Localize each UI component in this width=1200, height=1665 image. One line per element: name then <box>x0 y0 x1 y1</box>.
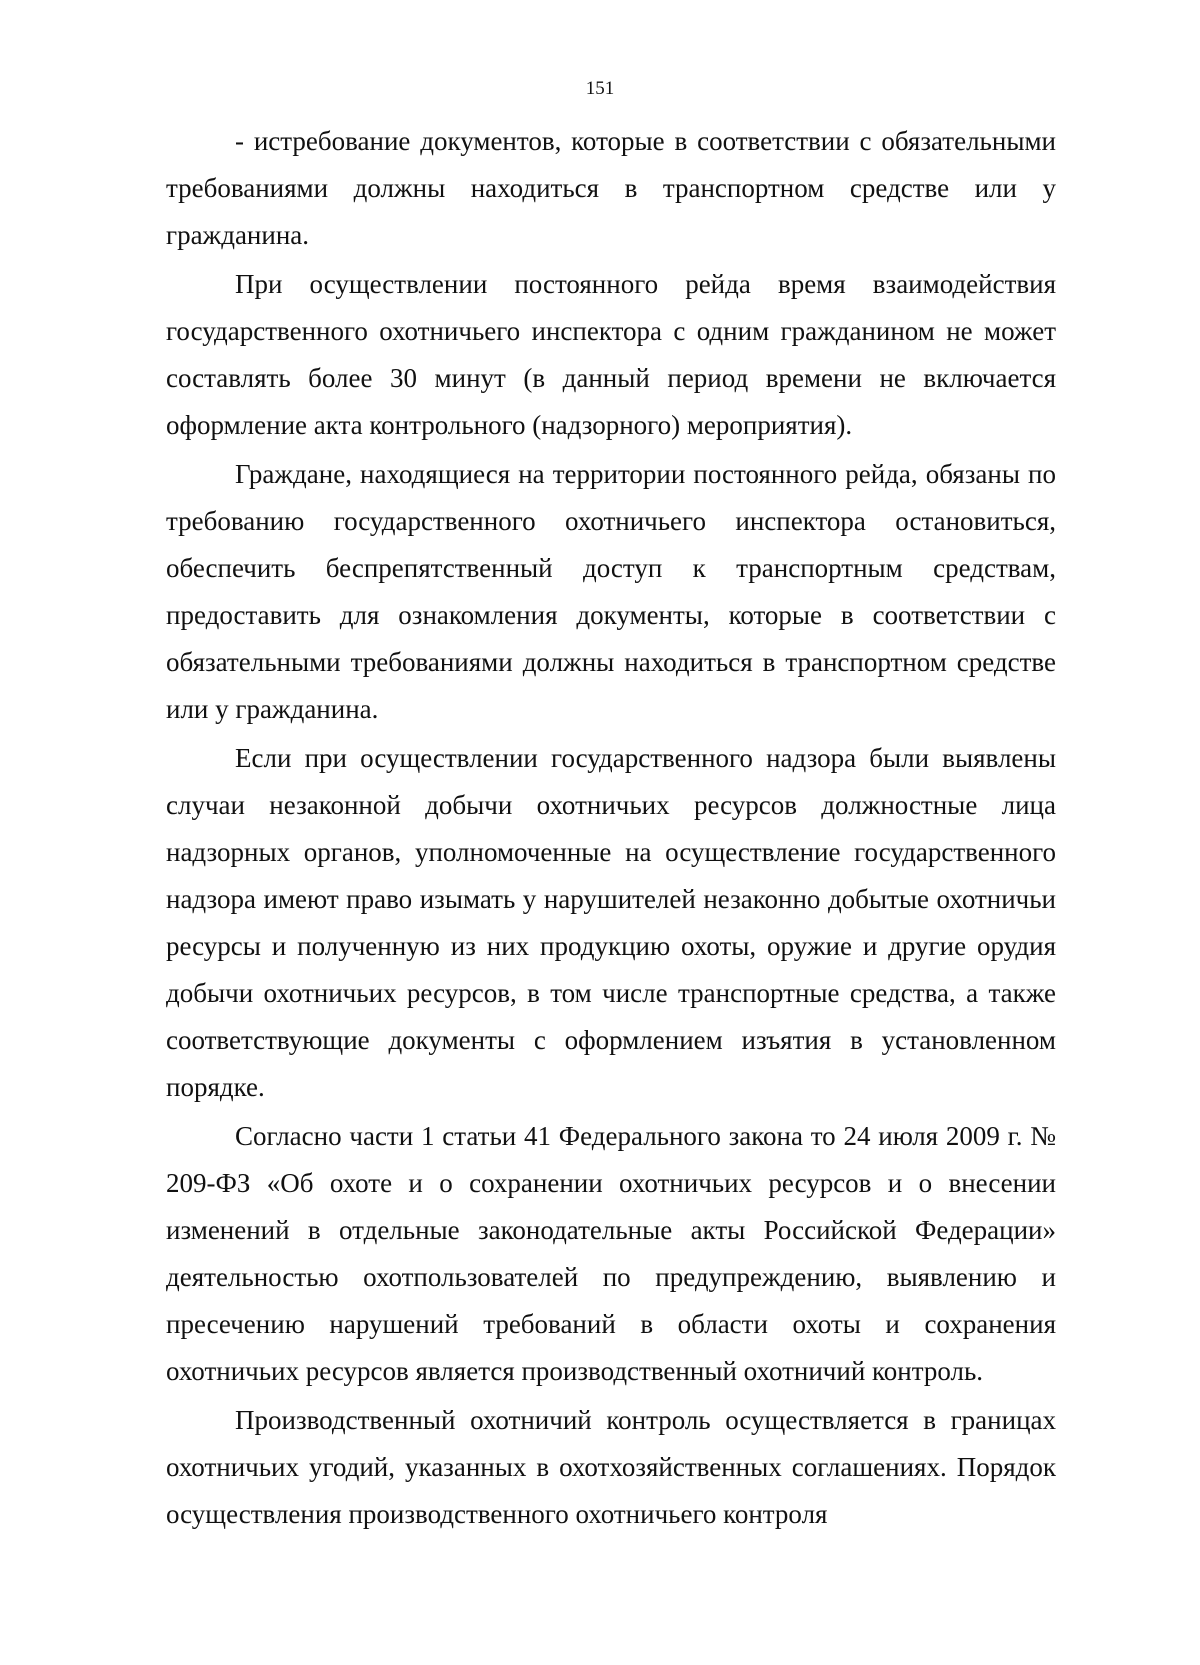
paragraph-raid-interaction-time: При осуществлении постоянного рейда время взаимодействия государственного охотничьего инспектора с одним гражданином не может составлять более 30 минут (в данный период времени не включается оформление акта контрольного (надзорного) мероприятия). <box>166 269 1056 440</box>
paragraph-federal-law-reference: Согласно части 1 статьи 41 Федерального закона то 24 июля 2009 г. № 209-ФЗ «Об охоте и о сохранении охотничьих ресурсов и о внесении изменений в отдельные законодательные акты Российской Федерации» деятельностью охотпользователей по предупреждению, выявлению и пресечению нарушений требований в области охоты и сохранения охотничьих ресурсов является производственный охотничий контроль. <box>166 1121 1056 1386</box>
document-body <box>166 118 1056 1538</box>
paragraph-document-requisition: - истребование документов, которые в соответствии с обязательными требованиями должны находиться в транспортном средстве или у гражданина. <box>166 126 1056 250</box>
page-number: 151 <box>585 78 615 99</box>
paragraph-illegal-hunting-seizure: Если при осуществлении государственного надзора были выявлены случаи незаконной добычи охотничьих ресурсов должностные лица надзорных органов, уполномоченные на осуществление государственного надзора имеют право изымать у нарушителей незаконно добытые охотничьи ресурсы и полученную из них продукцию охоты, оружие и другие орудия добычи охотничьих ресурсов, в том числе транспортные средства, а также соответствующие документы с оформлением изъятия в установленном порядке. <box>166 743 1056 1102</box>
paragraph-citizens-obligations: Граждане, находящиеся на территории постоянного рейда, обязаны по требованию государственного охотничьего инспектора остановиться, обеспечить беспрепятственный доступ к транспортным средствам, предоставить для ознакомления документы, которые в соответствии с обязательными требованиями должны находиться в транспортном средстве или у гражданина. <box>166 459 1056 724</box>
paragraph-production-control: Производственный охотничий контроль осуществляется в границах охотничьих угодий, указанных в охотхозяйственных соглашениях. Порядок осуществления производственного охотничьего контроля <box>166 1405 1056 1529</box>
